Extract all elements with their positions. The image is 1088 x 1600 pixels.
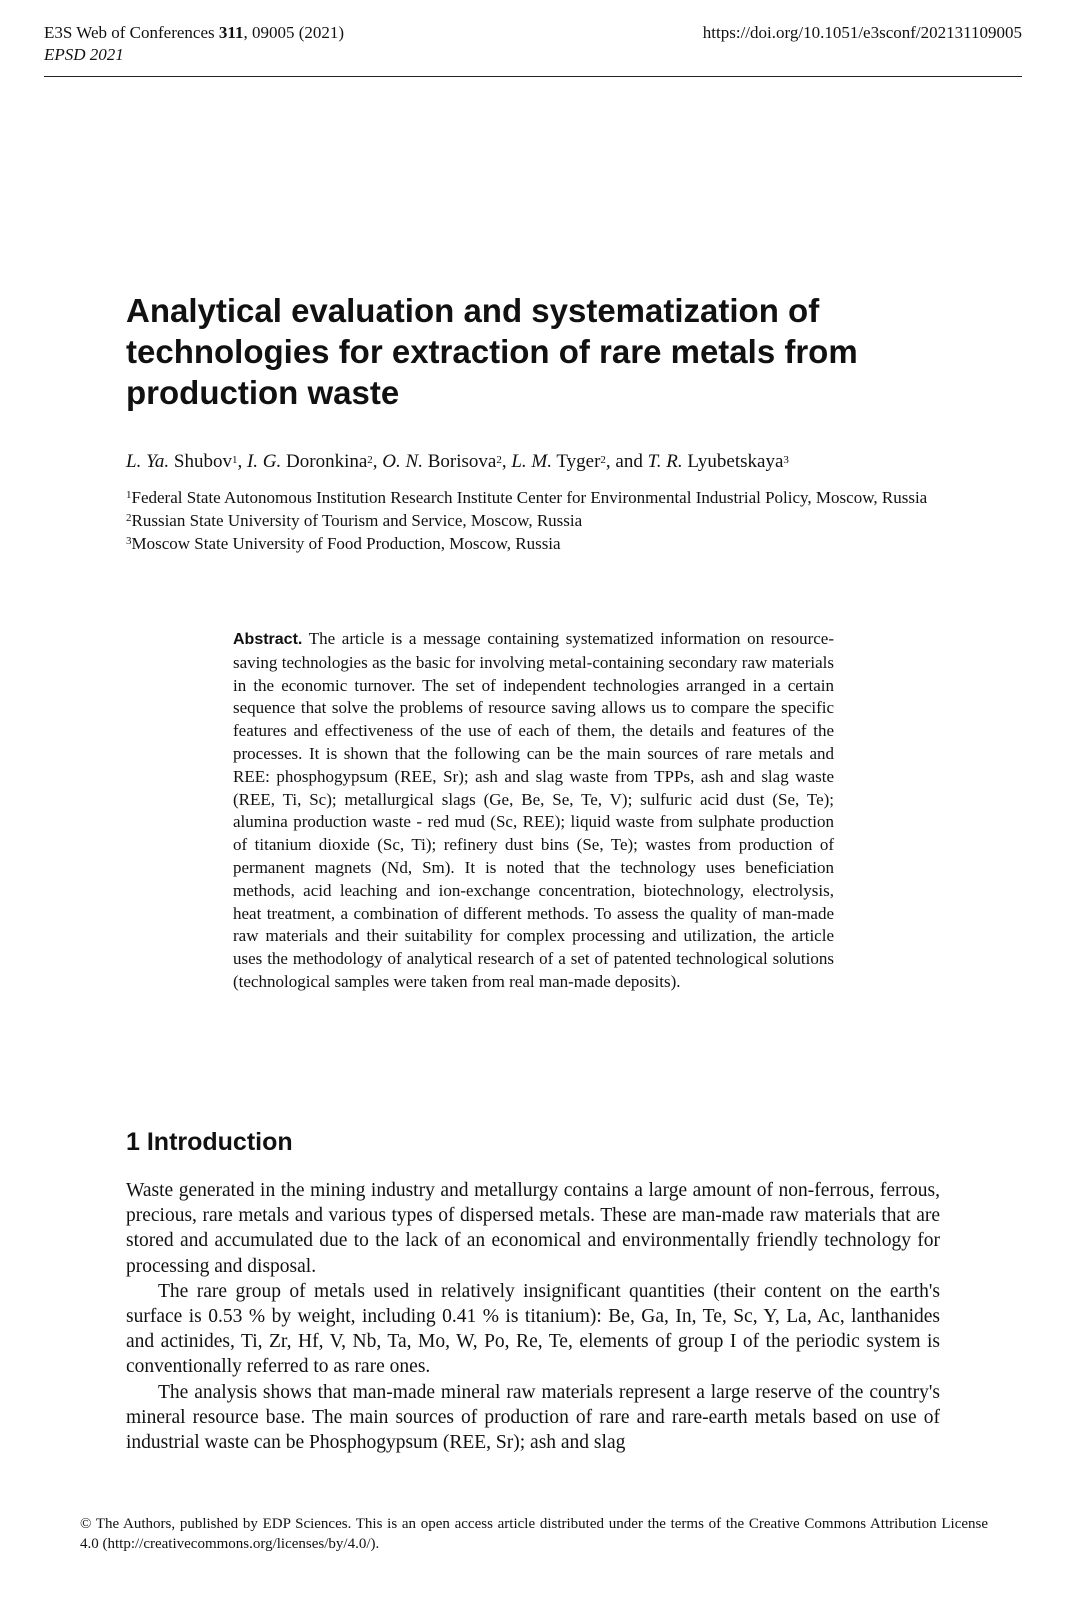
paragraph: The analysis shows that man-made mineral raw materials represent a large reserve of the country's mineral resource base. The main sources of production of rare and rare-earth metals based on use of industrial waste can be Phosphogypsum (REE, Sr); ash and slag [126,1381,940,1454]
abstract [233,628,834,994]
journal-name: E3S Web of Conferences [44,23,219,42]
abstract-label: Abstract. [233,631,303,648]
author: T. R. Lyubetskaya$^3$ [647,451,789,472]
author-list: L. Ya. Shubov$^1$, I. G. Doronkina$^2$, O. N. Borisova$^2$, L. M. Tyger$^2$, and T. R. Lyubetskaya$^3$ [126,451,789,472]
paragraph: Waste generated in the mining industry and metallurgy contains a large amount of non-ferrous, ferrous, precious, rare metals and various types of dispersed metals. These are man-made raw materials that are stored and accumulated due to the lack of an economical and environmentally friendly technology for processing and disposal. [126,1180,940,1277]
journal-volume: 311 [218,23,244,42]
article-number: , 09005 (2021) [243,23,345,42]
author: L. M. Tyger$^2$ [511,451,606,472]
abstract-text: The article is a message containing systematized information on resource-saving technologies as the basic for involving metal-containing secondary raw materials in the economic turnover. The set of independent technologies arranged in a certain sequence that solve the problems of resource saving allows us to compare the specific features and effectiveness of the use of each of them, the details and features of the processes. It is shown that the following can be the main sources of rare metals and REE: phosphogypsum (REE, Sr); ash and slag waste from TPPs, ash and slag waste (REE, Ti, Sc); metallurgical slags (Ge, Be, Se, Te, V); sulfuric acid dust (Se, Te); alumina production waste - red mud (Sc, REE); liquid waste from sulphate production of titanium dioxide (Sc, Ti); refinery dust bins (Se, Te); wastes from production of permanent magnets (Nd, Sm). It is noted that the technology uses beneficiation methods, acid leaching and ion-exchange concentration, biotechnology, electrolysis, heat treatment, a combination of different methods. To assess the quality of man-made raw materials and their suitability for complex processing and utilization, the article uses the methodology of analytical research of a set of patented technological solutions (technological samples were taken from real man-made deposits). [233,629,834,991]
affiliation: $^2$Russian State University of Tourism and Service, Moscow, Russia [126,511,583,530]
section-body [126,1178,940,1455]
paragraph: The rare group of metals used in relatively insignificant quantities (their content on the earth's surface is 0.53 % by weight, including 0.41 % is titanium): Be, Ga, In, Te, Sc, Y, La, Ac, lanthanides and actinides, Ti, Zr, Hf, V, Nb, Ta, Mo, W, Po, Re, Te, elements of group I of the periodic system is conventionally referred to as rare ones. [126,1280,940,1378]
affiliation: $^3$Moscow State University of Food Production, Moscow, Russia [126,534,561,553]
affiliation-list [126,486,956,555]
paper-title: Analytical evaluation and systematization of technologies for extraction of rare metals from production waste [126,292,858,411]
author: L. Ya. Shubov$^1$ [126,451,238,472]
running-header-left [44,22,344,66]
section-heading: 1 Introduction [126,1128,293,1156]
conference-name: EPSD 2021 [44,45,124,64]
author: I. G. Doronkina$^2$ [246,451,373,472]
header-divider [44,76,1022,77]
author: O. N. Borisova$^2$ [382,451,502,472]
license-footer: © The Authors, published by EDP Sciences. This is an open access article distributed under the terms of the Creative Commons Attribution License 4.0 (http://creativecommons.org/licenses/by/4.0/). [80,1516,988,1552]
doi-link[interactable]: https://doi.org/10.1051/e3sconf/202131109005 [702,23,1022,42]
affiliation: $^1$Federal State Autonomous Institution Research Institute Center for Environmental Industrial Policy, Moscow, Russia [126,488,928,507]
